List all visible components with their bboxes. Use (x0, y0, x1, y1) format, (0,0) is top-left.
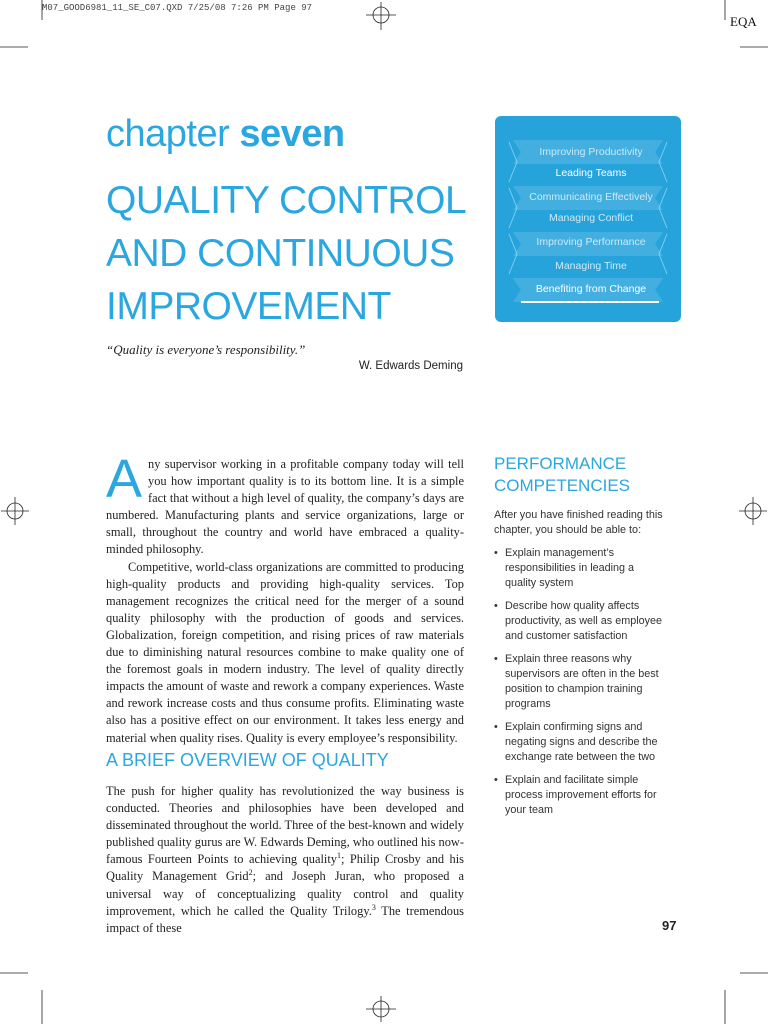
panel-item-communicating-effectively: Communicating Effectively (529, 191, 653, 203)
footnote-ref: 1 (337, 851, 341, 861)
panel-item-managing-conflict: Managing Conflict (548, 212, 634, 224)
section-text-part: The push for higher quality has revolutionized the way business is conducted. Theories and philosophies have been developed and disseminated throughout the world. Three of the best-known and widely published quality gurus are W. Edwards Deming, who outlined his now-famous Fourteen Points to achieving quality (106, 784, 464, 867)
competency-item (494, 546, 664, 591)
epigraph-author: W. Edwards Deming (358, 360, 463, 372)
chapter-number: seven (239, 113, 345, 155)
body-paragraph-1-text: ny supervisor working in a profitable company today will tell you how important quality is to its bottom line. It is a simple fact that without a high level of quality, the company’s days are numbered. Manufacturing plants and service organizations, large or small, throughout the country and world have embraced a quality-minded philosophy. (106, 457, 464, 557)
bullet: • (494, 547, 498, 559)
panel-item-leading-teams: Leading Teams (555, 167, 627, 179)
competency-text: Explain and facilitate simple process improvement efforts for your team (505, 774, 657, 816)
drop-cap: A (106, 449, 143, 509)
epigraph-quote: “Quality is everyone’s responsibility.” (106, 342, 306, 357)
competency-text: Describe how quality affects productivity, as well as employee and customer satisfaction (505, 600, 663, 642)
section-heading: A BRIEF OVERVIEW OF QUALITY (106, 750, 389, 770)
panel-item-improving-performance: Improving Performance (536, 236, 646, 248)
competency-text: Explain three reasons why supervisors are often in the best position to champion training programs (505, 653, 659, 710)
body-text (106, 449, 464, 747)
competency-item (494, 599, 664, 644)
bullet: • (494, 774, 498, 786)
body-paragraph-2: Competitive, world-class organizations are committed to producing high-quality products and providing high-quality services. Top management recognizes the critical need for the merger of a sound quality philosophy with the production of goods and services. Globalization, foreign competition, and rising prices of raw materials due to diminishing natural resources combine to make quality one of the foremost goals in modern industry. The level of quality directly impacts the amount of waste and rework a company experiences. Waste and rework increase costs and thus consume profits. Eliminating waste also has a positive effect on our environment. It takes less energy and material when quality rises. Quality is every employee’s responsibility. (106, 559, 464, 745)
bullet: • (494, 600, 498, 612)
section-text (106, 783, 464, 937)
footnote-ref: 2 (248, 868, 253, 878)
competency-panel (495, 116, 681, 322)
competency-list (494, 546, 664, 826)
chapter-label (106, 112, 345, 156)
sidebar-heading: PERFORMANCE COMPETENCIES (494, 454, 631, 495)
eqa-tag: EQA (730, 14, 757, 29)
section-text-part: ; Philip Crosby and his Quality Management Grid (106, 852, 465, 884)
competency-text: Explain confirming signs and negating signs and describe the exchange rate between the two (505, 721, 658, 763)
footnote-ref: 3 (371, 902, 376, 912)
body-paragraph (106, 449, 464, 559)
print-slug: M07_GOOD6981_11_SE_C07.QXD 7/25/08 7:26 PM Page 97 (42, 3, 313, 13)
chapter-label-prefix: chapter (106, 113, 240, 155)
section-text-part: ; and Joseph Juran, who proposed a universal way of conceptualizing quality control and quality improvement, which he called the Quality Trilogy. (106, 869, 464, 918)
competency-item (494, 720, 664, 765)
bullet: • (494, 721, 498, 733)
panel-item-improving-productivity: Improving Productivity (539, 146, 643, 158)
page-number: 97 (662, 918, 677, 933)
competency-item (494, 652, 664, 712)
panel-item-benefiting-from-change: Benefiting from Change (535, 283, 647, 295)
chapter-title: QUALITY CONTROL AND CONTINUOUS IMPROVEMENT (106, 179, 465, 328)
bullet: • (494, 653, 498, 665)
sidebar-intro: After you have finished reading this chapter, you should be able to: (494, 509, 663, 536)
panel-item-managing-time: Managing Time (555, 260, 627, 272)
competency-item (494, 773, 664, 818)
competency-text: Explain management’s responsibilities in leading a quality system (505, 547, 635, 589)
section-text-part: The tremendous impact of these (106, 903, 464, 935)
